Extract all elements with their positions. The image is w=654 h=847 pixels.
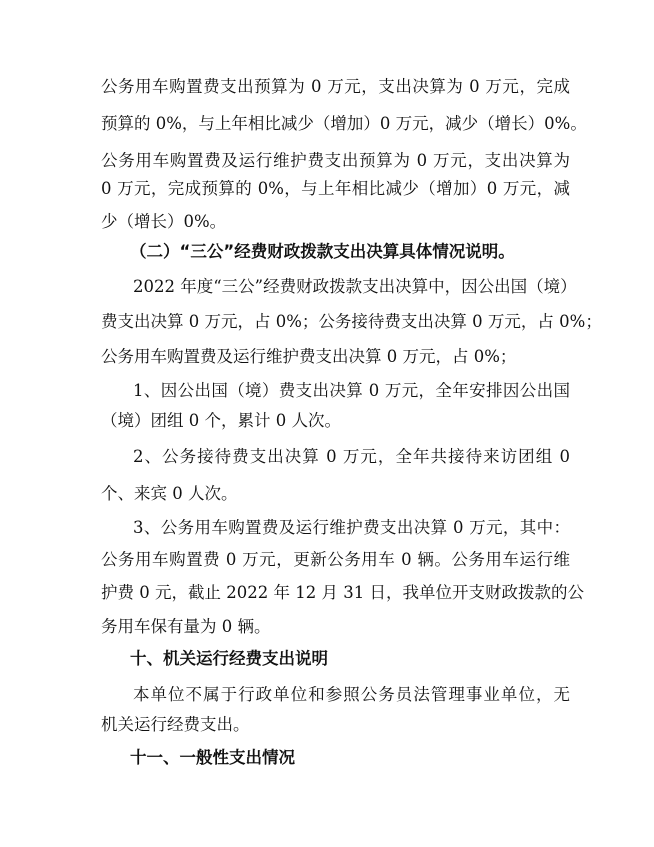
section-10-line-2: 机关运行经费支出。 (101, 715, 250, 734)
vehicle-total-line-2: 0 万元，完成预算的 0%，与上年相比减少（增加）0 万元，减 (101, 179, 570, 198)
item-2-line-1: 2、公务接待费支出决算 0 万元，全年共接待来访团组 0 (133, 447, 570, 466)
vehicle-purchase-line-2: 预算的 0%，与上年相比减少（增加）0 万元，减少（增长）0%。 (101, 114, 587, 133)
vehicle-purchase-line-1: 公务用车购置费支出预算为 0 万元，支出决算为 0 万元，完成 (101, 77, 570, 96)
vehicle-total-line-3: 少（增长）0%。 (101, 212, 227, 231)
item-2-line-2: 个、来宾 0 人次。 (101, 484, 238, 503)
item-3-line-4: 务用车保有量为 0 辆。 (101, 617, 271, 636)
heading-three-public: （二）“三公”经费财政拨款支出决算具体情况说明。 (130, 242, 515, 261)
three-public-summary-line-1: 2022 年度“三公”经费财政拨款支出决算中，因公出国（境） (133, 277, 577, 296)
three-public-summary-line-3: 公务用车购置费及运行维护费支出决算 0 万元，占 0%； (101, 347, 517, 366)
item-3-line-2: 公务用车购置费 0 万元，更新公务用车 0 辆。公务用车运行维 (101, 550, 570, 569)
item-3-line-1: 3、公务用车购置费及运行维护费支出决算 0 万元，其中： (133, 518, 570, 537)
three-public-summary-line-2: 费支出决算 0 万元，占 0%；公务接待费支出决算 0 万元，占 0%； (101, 312, 602, 331)
item-1-line-1: 1、因公出国（境）费支出决算 0 万元，全年安排因公出国 (133, 381, 570, 400)
vehicle-total-line-1: 公务用车购置费及运行维护费支出预算为 0 万元，支出决算为 (101, 151, 570, 170)
item-1-line-2: （境）团组 0 个，累计 0 人次。 (101, 411, 341, 430)
section-10-line-1: 本单位不属于行政单位和参照公务员法管理事业单位，无 (133, 685, 570, 704)
item-3-line-3: 护费 0 元，截止 2022 年 12 月 31 日，我单位开支财政拨款的公 (101, 583, 584, 602)
heading-section-10: 十、机关运行经费支出说明 (130, 649, 328, 668)
heading-section-11: 十一、一般性支出情况 (130, 748, 295, 767)
